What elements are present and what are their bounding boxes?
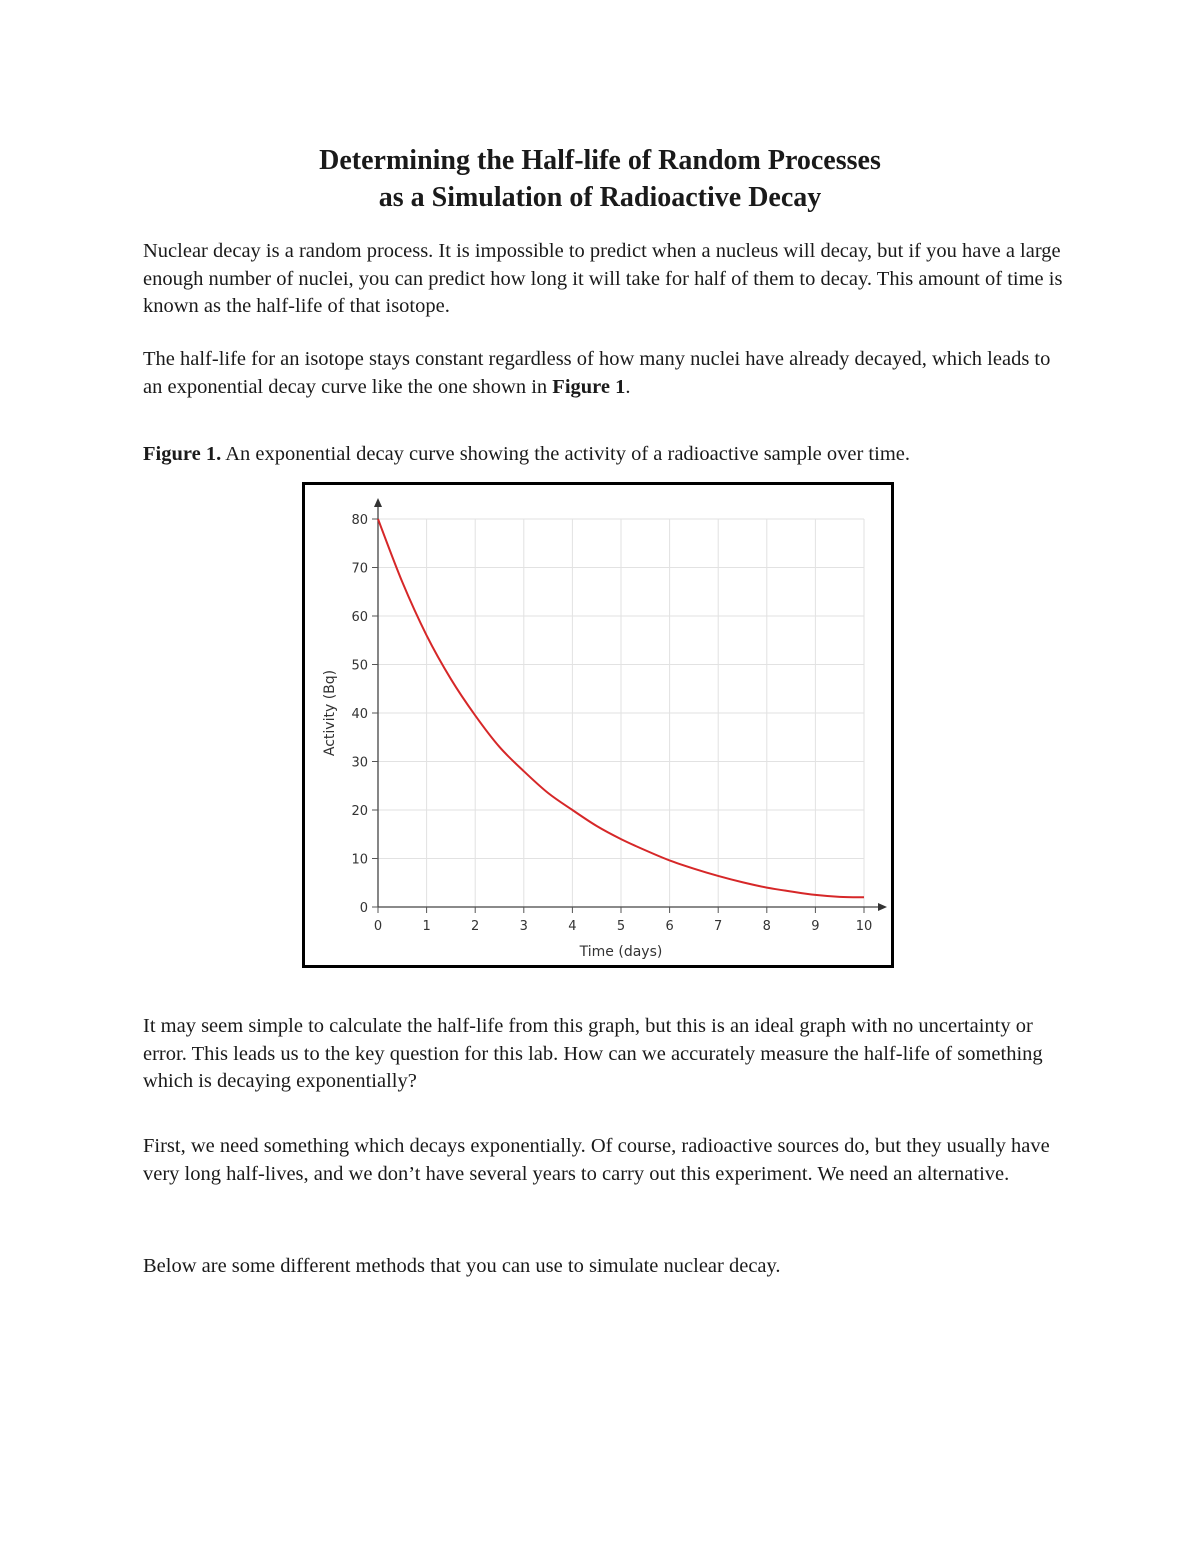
- document-title: [0, 142, 1200, 216]
- x-tick-label: 4: [568, 919, 577, 934]
- x-axis-title: Time (days): [579, 944, 663, 960]
- x-axis-arrow: [878, 903, 887, 911]
- x-tick-label: 3: [519, 919, 528, 934]
- x-tick-label: 2: [471, 919, 480, 934]
- half-life-paragraph: [143, 346, 1063, 401]
- figure-1-box: [302, 482, 894, 968]
- y-tick-label: 30: [351, 755, 368, 771]
- x-tick-label: 8: [762, 919, 771, 934]
- x-tick-label: 10: [855, 919, 873, 934]
- y-tick-label: 60: [351, 610, 368, 625]
- y-tick-label: 50: [351, 658, 368, 674]
- y-tick-label: 20: [351, 804, 368, 819]
- intro-paragraph: Nuclear decay is a random process. It is impossible to predict when a nucleus will decay, but if you have a large enough number of nuclei, you can predict how long it will take for half of them to decay. This amount of time is known as the half-life of that isotope.: [143, 240, 1063, 317]
- alternative-paragraph: First, we need something which decays exponentially. Of course, radioactive sources do, but they usually have very long half-lives, and we don’t have several years to carry out this experiment. We need an alternative.: [143, 1135, 1050, 1185]
- title-line-2: as a Simulation of Radioactive Decay: [378, 182, 822, 213]
- x-tick-label: 6: [665, 919, 674, 934]
- x-tick-label: 5: [616, 919, 626, 934]
- figure-caption-label: Figure 1.: [143, 443, 222, 465]
- y-tick-label: 40: [351, 707, 368, 722]
- title-line-1: Determining the Half-life of Random Processes: [319, 145, 881, 176]
- grid-layer: [378, 519, 864, 907]
- y-tick-label: 10: [351, 852, 368, 868]
- x-tick-label: 1: [422, 919, 431, 934]
- x-tick-label: 9: [811, 919, 820, 934]
- y-axis-title: Activity (Bq): [322, 669, 338, 757]
- y-axis-arrow: [374, 498, 382, 507]
- ticks-layer: [351, 513, 872, 934]
- x-tick-label: 7: [714, 919, 723, 934]
- y-tick-label: 80: [351, 513, 368, 528]
- figure-reference: Figure 1: [552, 375, 626, 398]
- methods-paragraph: Below are some different methods that you can use to simulate nuclear decay.: [143, 1255, 781, 1277]
- half-life-paragraph-end: .: [625, 375, 631, 398]
- half-life-paragraph-text: The half-life for an isotope stays constant regardless of how many nuclei have already decayed, which leads to an exponential decay curve like the one shown in: [143, 348, 1051, 398]
- y-tick-label: 0: [359, 901, 368, 916]
- key-question-paragraph: It may seem simple to calculate the half-life from this graph, but this is an ideal graph with no uncertainty or error. This leads us to the key question for this lab. How can we accurately measure the half-life of something which is decaying exponentially?: [143, 1015, 1043, 1092]
- decay-chart: [305, 485, 891, 965]
- axes-layer: [374, 498, 887, 911]
- figure-caption-text: An exponential decay curve showing the activity of a radioactive sample over time.: [221, 443, 910, 465]
- figure-caption: [143, 441, 1063, 469]
- y-tick-label: 70: [351, 561, 368, 577]
- x-tick-label: 0: [373, 919, 383, 934]
